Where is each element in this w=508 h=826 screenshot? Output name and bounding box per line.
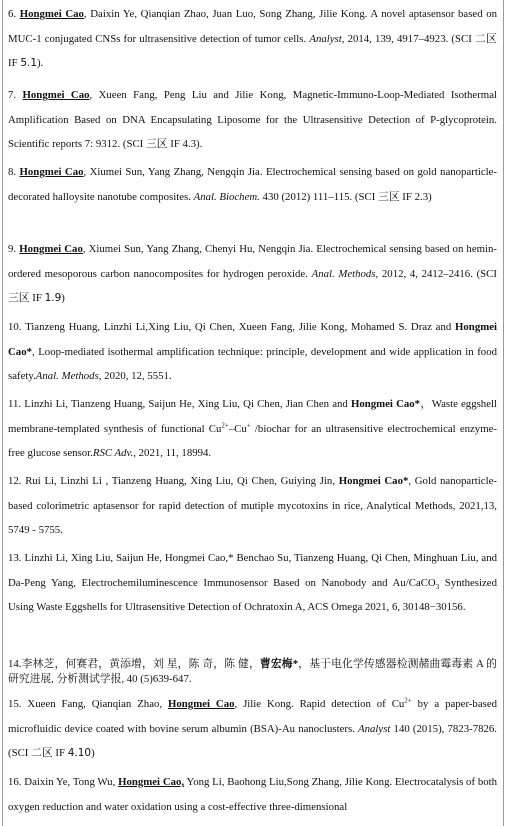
entry-text: , Xiumei Sun, Yang Zhang, Nengqin Jia. Electrochemical sensing based on gold nanoparticle-decorated halloysite nanotube composites. bbox=[8, 166, 498, 203]
impact-factor: 1.9 bbox=[44, 292, 62, 304]
reference-entry-11 bbox=[8, 392, 497, 466]
entry-text: Yong Li, Baohong Liu,Song Zhang, Jilie Kong. Electrocatalysis of both oxygen reduction and water oxidation using a cost-effective three-dimensional bbox=[8, 776, 498, 813]
entry-text-2: /biochar for an ultrasensitive electrochemical enzyme-free glucose sensor. bbox=[8, 422, 497, 459]
entry-text: , Jilie Kong. Rapid detection of Cu bbox=[234, 698, 405, 710]
impact-factor: 5.1 bbox=[20, 57, 38, 69]
highlighted-author: Hongmei Cao* bbox=[8, 321, 498, 358]
reference-entry-12 bbox=[8, 469, 497, 543]
entry-authors: Linzhi Li, Tianzeng Huang, Saijun He, Xing Liu, Qi Chen, Jian Chen and bbox=[24, 398, 351, 410]
journal-name: Anal. Methods, bbox=[311, 267, 379, 280]
reference-entry-13 bbox=[8, 546, 497, 620]
entry-text: , Loop-mediated isothermal amplification technique: principle, development and wide application in food safety. bbox=[8, 345, 497, 382]
reference-entry-14 bbox=[8, 657, 497, 687]
entry-citation: 140 (2015), 7823-7826. (SCI 二区 IF bbox=[8, 722, 497, 759]
journal-name: Analyst bbox=[309, 32, 342, 45]
entry-citation: 430 (2012) 111–115. (SCI 三区 IF 2.3) bbox=[259, 190, 432, 203]
entry-end: ) bbox=[91, 747, 95, 759]
reference-entry-6 bbox=[8, 2, 497, 76]
entry-end: ). bbox=[37, 57, 44, 69]
entry-authors: Xueen Fang, Qianqian Zhao, bbox=[27, 698, 168, 710]
journal-name: Anal. Methods bbox=[35, 370, 99, 382]
highlighted-author: Hongmei Cao bbox=[22, 89, 90, 101]
reference-entry-9 bbox=[8, 237, 497, 311]
entry-text: , Xiumei Sun, Yang Zhang, Chenyi Hu, Nengqin Jia. Electrochemical sensing based on hemin-ordered mesoporous carbon nanocomposites for hydrogen peroxide. bbox=[8, 243, 498, 280]
entry-authors: Linzhi Li, Xing Liu, Saijun He, Hongmei Cao,* Benchao Su, Tianzeng Huang, Qi Chen, Minghuan Liu, and Da-Peng Yang, Electrochemiluminescence Immunosensor Based on Nanobody and Au/CaCO bbox=[8, 552, 497, 589]
entry-number: 10. bbox=[8, 321, 22, 333]
highlighted-author: Hongmei Cao* bbox=[350, 398, 421, 410]
entry-text: , Gold nanoparticle-based colorimetric aptasensor for rapid detection of mutiple mycotoxins in rice, Analytical Methods, 2021,13, 5749 - 5755. bbox=[8, 475, 497, 536]
entry-number: 14. bbox=[8, 658, 22, 670]
entry-number: 16. bbox=[8, 776, 22, 788]
journal-name: RSC Adv. bbox=[92, 447, 134, 459]
entry-text: , Xueen Fang, Peng Liu and Jilie Kong, Magnetic-Immuno-Loop-Mediated Isothermal Amplification Based on DNA Encapsulating Liposome for the Ultrasensitive Detection of P-glycoprotein. Scientific reports 7: 9312. (SCI 三区 IF 4.3). bbox=[8, 89, 497, 150]
reference-entry-15 bbox=[8, 692, 497, 766]
entry-number: 9. bbox=[8, 243, 17, 255]
entry-text: , Daixin Ye, Qianqian Zhao, Juan Luo, Song Zhang, Jilie Kong. A novel aptasensor based on MUC-1 conjugated CNSs for ultrasensitive detection of tumor cells. bbox=[8, 8, 498, 45]
highlighted-author: Hongmei Cao bbox=[19, 166, 84, 178]
journal-name: Anal. Biochem. bbox=[193, 190, 260, 203]
reference-entry-16 bbox=[8, 770, 497, 819]
highlighted-author: Hongmei Cao* bbox=[338, 475, 409, 487]
entry-authors: Rui Li, Linzhi Li , Tianzeng Huang, Xing Liu, Qi Chen, Guiying Jin, bbox=[25, 475, 339, 487]
reference-entry-8 bbox=[8, 160, 497, 209]
entry-text-mid: –Cu bbox=[228, 422, 247, 435]
entry-text-2: by a paper-based microfluidic device coated with bovine serum albumin (BSA)-Au nanoclusters. bbox=[8, 698, 498, 735]
entry-end: ) bbox=[61, 292, 65, 304]
superscript: 2+ bbox=[404, 696, 412, 705]
impact-factor: 4.10 bbox=[67, 747, 92, 759]
highlighted-author: Hongmei Cao bbox=[19, 8, 84, 20]
entry-number: 8. bbox=[8, 166, 17, 178]
highlighted-author: Hongmei Cao bbox=[168, 698, 235, 710]
superscript: 2+ bbox=[221, 420, 229, 429]
entry-citation: , 2021, 11, 18994. bbox=[133, 447, 212, 459]
entry-citation: 2012, 4, 2412–2416. (SCI 三区 IF bbox=[8, 267, 497, 304]
reference-entry-10 bbox=[8, 315, 497, 389]
highlighted-author: 曹宏梅* bbox=[259, 658, 299, 670]
entry-authors: Daixin Ye, Tong Wu, bbox=[24, 776, 119, 788]
entry-citation: , 2014, 139, 4917–4923. (SCI 二区 IF bbox=[8, 32, 497, 69]
entry-citation: , 2020, 12, 5551. bbox=[98, 370, 172, 382]
entry-text: ，Waste eggshell membrane-templated synthesis of functional Cu bbox=[8, 398, 497, 435]
superscript: + bbox=[246, 420, 251, 429]
entry-number: 12. bbox=[8, 475, 22, 487]
subscript: 3 bbox=[435, 582, 440, 591]
entry-number: 13. bbox=[8, 552, 22, 564]
reference-entry-7 bbox=[8, 83, 497, 157]
entry-number: 11. bbox=[8, 398, 22, 410]
entry-text: Synthesized Using Waste Eggshells for Ultrasensitive Detection of Ochratoxin A, ACS Omega 2021, 6, 30148−30156. bbox=[8, 576, 497, 613]
entry-authors: Tianzeng Huang, Linzhi Li,Xing Liu, Qi Chen, Xueen Fang, Jilie Kong, Mohamed S. Draz and bbox=[25, 321, 456, 333]
highlighted-author: Hongmei Cao bbox=[19, 243, 83, 255]
entry-number: 6. bbox=[8, 8, 17, 20]
entry-number: 15. bbox=[8, 698, 22, 710]
entry-text: ，基于电化学传感器检测赭曲霉毒素 A 的研究进展, 分析测试学报, 40 (5)639-647. bbox=[8, 658, 497, 685]
entry-number: 7. bbox=[8, 89, 17, 101]
journal-name: Analyst bbox=[358, 722, 391, 735]
entry-authors: 李林芝，何赛君，黄添增，刘 星，陈 奇，陈 健， bbox=[21, 658, 260, 670]
highlighted-author: Hongmei Cao, bbox=[118, 776, 185, 788]
